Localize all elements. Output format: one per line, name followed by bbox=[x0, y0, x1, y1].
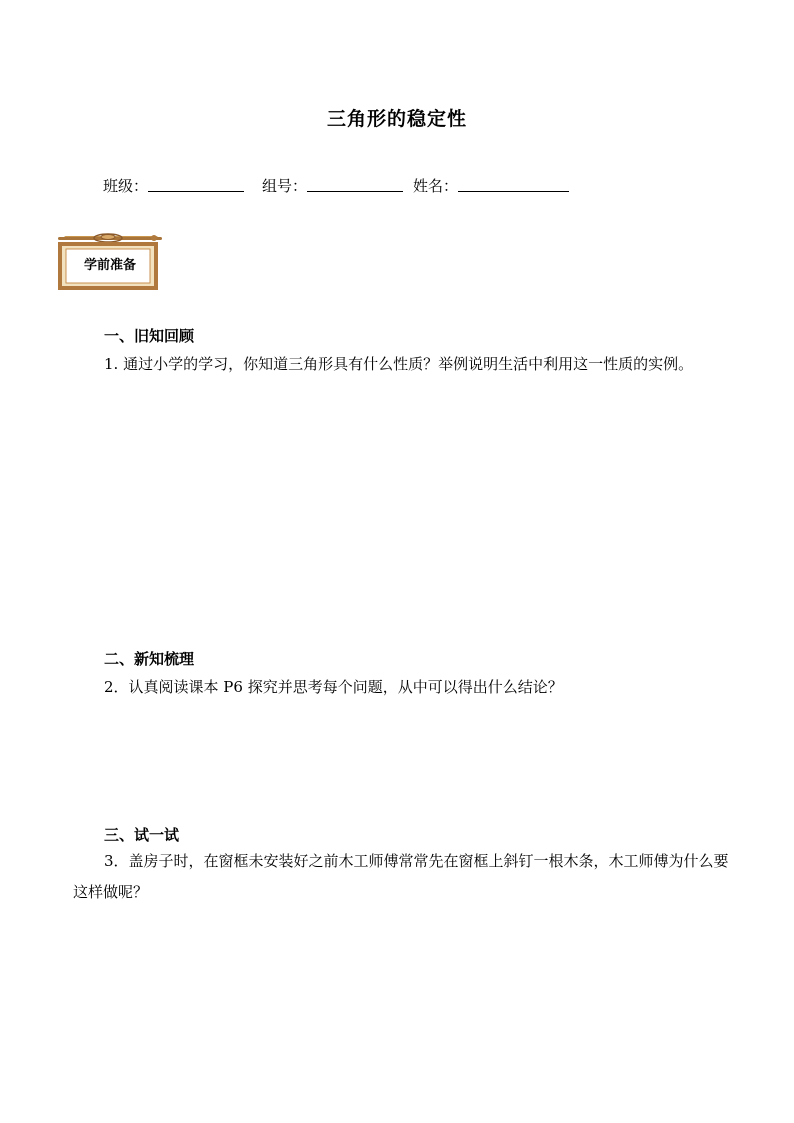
group-label: 组号： bbox=[262, 177, 308, 195]
question-3: 3．盖房子时，在窗框未安装好之前木工师傅常常先在窗框上斜钉一根木条，木工师傅为什么要这样做呢？ bbox=[73, 852, 729, 901]
group-blank[interactable] bbox=[307, 175, 403, 192]
badge-label: 学前准备 bbox=[83, 258, 136, 273]
section-heading-new-knowledge: 二、新知梳理 bbox=[104, 650, 195, 668]
class-blank[interactable] bbox=[148, 175, 244, 192]
name-blank[interactable] bbox=[458, 175, 569, 192]
section-heading-try: 三、试一试 bbox=[104, 826, 180, 844]
page-title: 三角形的稳定性 bbox=[326, 108, 467, 130]
name-label: 姓名： bbox=[413, 177, 459, 195]
section-badge bbox=[56, 232, 164, 292]
question-2: 2．认真阅读课本 P6 探究并思考每个问题，从中可以得出什么结论？ bbox=[104, 678, 563, 696]
student-info-line bbox=[103, 175, 569, 197]
class-label: 班级： bbox=[103, 177, 149, 195]
section-heading-review: 一、旧知回顾 bbox=[104, 327, 195, 345]
question-1: 1. 通过小学的学习，你知道三角形具有什么性质？举例说明生活中利用这一性质的实例。 bbox=[104, 355, 694, 373]
